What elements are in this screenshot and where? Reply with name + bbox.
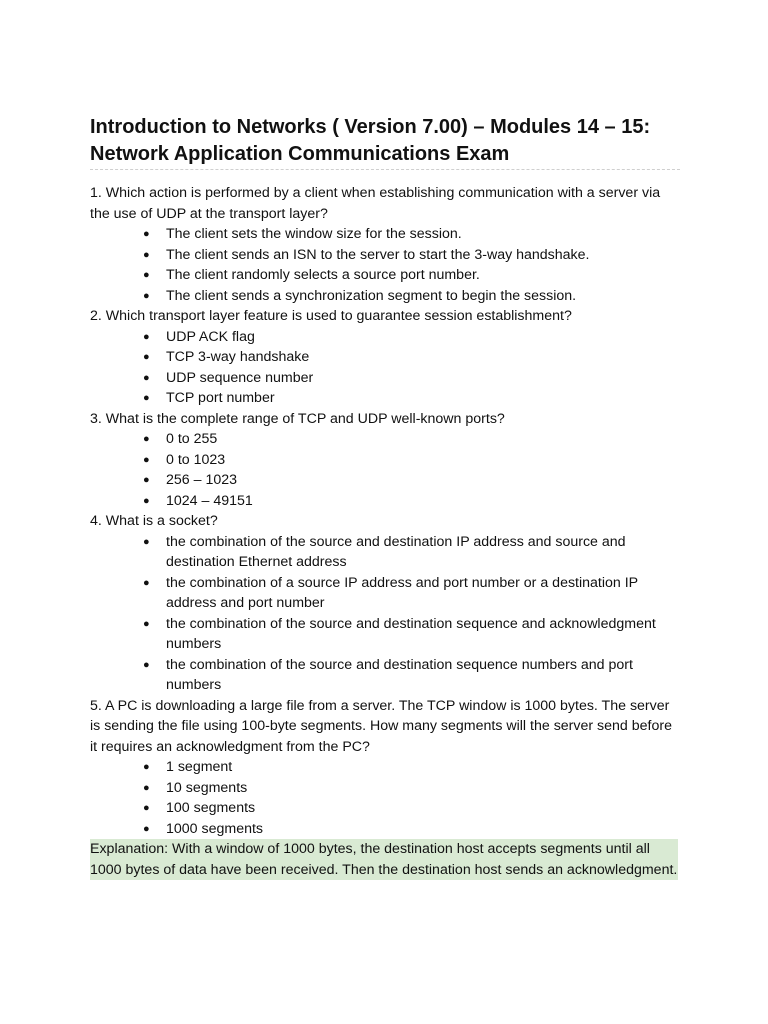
question-text: 1. Which action is performed by a client when establishing communication with a server via the use of UDP at the transport layer? [90, 185, 661, 222]
answer-options [90, 224, 680, 306]
answer-option-text: the combination of the source and destination IP address and source and destination Ethernet address [166, 533, 626, 570]
answer-option [143, 573, 680, 614]
question-5 [90, 696, 680, 840]
answer-option-text: 10 segments [166, 779, 248, 796]
answer-option-text: 1 segment [166, 759, 233, 775]
answer-option-text: the combination of the source and destination sequence numbers and port numbers [166, 656, 633, 693]
bullet-icon: ● [143, 474, 150, 486]
question-4 [90, 511, 680, 696]
bullet-icon: ● [143, 392, 150, 404]
bullet-icon: ● [143, 535, 150, 548]
answer-option [143, 388, 680, 409]
answer-option-text: UDP ACK flag [166, 328, 255, 345]
answer-option [143, 347, 680, 368]
answer-options [90, 757, 680, 839]
answer-option [143, 655, 680, 696]
bullet-icon: ● [143, 371, 150, 384]
answer-option-text: The client sends a synchronization segment to begin the session. [166, 287, 577, 304]
answer-option-text: UDP sequence number [166, 369, 314, 386]
answer-option-text: The client sends an ISN to the server to start the 3-way handshake. [166, 246, 590, 263]
question-text: 4. What is a socket? [90, 513, 218, 529]
answer-option [143, 265, 680, 286]
answer-option [143, 429, 680, 450]
bullet-icon: ● [143, 228, 150, 240]
bullet-icon: ● [143, 781, 150, 794]
answer-option [143, 224, 680, 245]
answer-option [143, 286, 680, 307]
answer-option [143, 450, 680, 471]
bullet-icon: ● [143, 761, 150, 773]
question-list [90, 183, 680, 880]
bullet-icon: ● [143, 802, 150, 814]
answer-option-text: The client sets the window size for the session. [166, 226, 462, 242]
answer-option [143, 532, 680, 573]
answer-option [143, 327, 680, 348]
answer-option-text: 256 – 1023 [166, 472, 238, 488]
bullet-icon: ● [143, 494, 150, 507]
bullet-icon: ● [143, 351, 150, 363]
answer-option [143, 368, 680, 389]
bullet-icon: ● [143, 269, 150, 281]
answer-option [143, 491, 680, 512]
answer-option-text: The client randomly selects a source port number. [166, 267, 480, 283]
bullet-icon: ● [143, 576, 150, 589]
answer-option-text: TCP port number [166, 390, 275, 406]
answer-options [90, 429, 680, 511]
question-1 [90, 183, 680, 306]
answer-option [143, 614, 680, 655]
answer-option [143, 470, 680, 491]
bullet-icon: ● [143, 453, 150, 466]
question-2 [90, 306, 680, 409]
bullet-icon: ● [143, 330, 150, 343]
answer-options [90, 327, 680, 409]
explanation-box: Explanation: With a window of 1000 bytes, the destination host accepts segments until all 1000 bytes of data have been received. Then the destination host sends an acknowledgment. [90, 839, 678, 880]
answer-option-text: TCP 3-way handshake [166, 349, 310, 365]
question-text: 2. Which transport layer feature is used to guarantee session establishment? [90, 308, 572, 324]
question-text: 5. A PC is downloading a large file from a server. The TCP window is 1000 bytes. The server is sending the file using 100-byte segments. How many segments will the server send before it requires an acknowledgment from the PC? [90, 697, 672, 755]
answer-option-text: 0 to 255 [166, 431, 218, 447]
document-content [90, 114, 680, 880]
answer-option-text: 100 segments [166, 800, 256, 816]
bullet-icon: ● [143, 822, 150, 835]
bullet-icon: ● [143, 248, 150, 261]
answer-option [143, 798, 680, 819]
answer-option [143, 778, 680, 799]
answer-option-text: the combination of a source IP address and port number or a destination IP address and port number [166, 574, 638, 611]
answer-option-text: 1000 segments [166, 820, 264, 837]
bullet-icon: ● [143, 289, 150, 302]
answer-option-text: 1024 – 49151 [166, 492, 253, 509]
bullet-icon: ● [143, 617, 150, 630]
bullet-icon: ● [143, 658, 150, 671]
answer-option [143, 757, 680, 778]
answer-option-text: 0 to 1023 [166, 451, 226, 468]
answer-option [143, 819, 680, 840]
bullet-icon: ● [143, 433, 150, 445]
answer-option-text: the combination of the source and destination sequence and acknowledgment numbers [166, 615, 656, 652]
page-title: Introduction to Networks ( Version 7.00) – Modules 14 – 15: Network Application Communications Exam [90, 114, 680, 170]
question-text: 3. What is the complete range of TCP and UDP well-known ports? [90, 410, 505, 427]
question-3 [90, 409, 680, 512]
answer-options [90, 532, 680, 696]
answer-option [143, 245, 680, 266]
